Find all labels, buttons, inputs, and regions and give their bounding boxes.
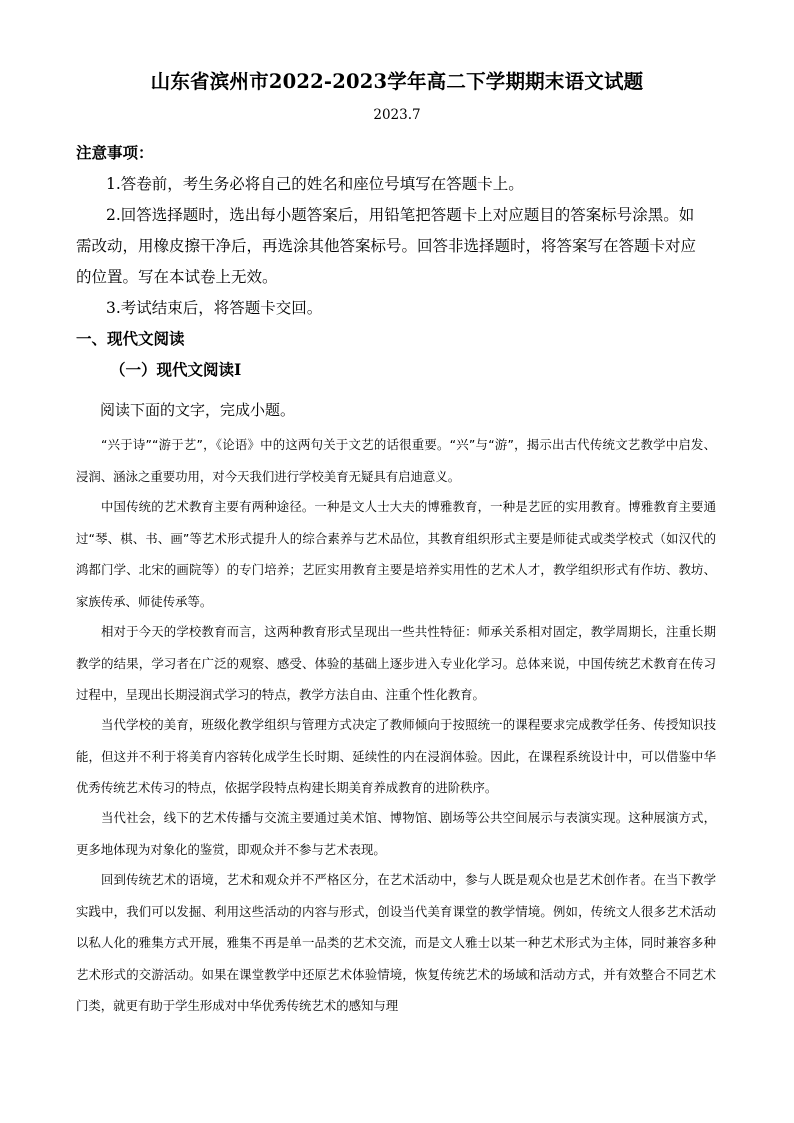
passage-paragraph-3: 相对于今天的学校教育而言，这两种教育形式呈现出一些共性特征：师承关系相对固定，教学周期长，注重长期教学的结果，学习者在广泛的观察、感受、体验的基础上逐步进入专业化学习。总体来说，中国传统艺术教育在传习过程中，呈现出长期浸润式学习的特点，教学方法自由、注重个性化教育。: [76, 624, 716, 702]
reading-instruction: 阅读下面的文字，完成小题。: [100, 401, 296, 419]
note-line-2: 2.回答选择题时，选出每小题答案后，用铅笔把答题卡上对应题目的答案标号涂黑。如: [106, 206, 695, 224]
notes-heading: 注意事项：: [76, 143, 154, 162]
note-line-3: 需改动，用橡皮擦干净后，再选涂其他答案标号。回答非选择题时，将答案写在答题卡对应: [76, 237, 697, 255]
note-line-1: 1.答卷前，考生务必将自己的姓名和座位号填写在答题卡上。: [106, 175, 524, 193]
passage-paragraph-4: 当代学校的美育，班级化教学组织与管理方式决定了教师倾向于按照统一的课程要求完成教学任务、传授知识技能，但这并不利于将美育内容转化成学生长时期、延续性的内在浸润体验。因此，在课程系统设计中，可以借鉴中华优秀传统艺术传习的特点，依据学段特点构建长期美育养成教育的进阶秩序。: [76, 717, 716, 795]
passage-paragraph-6: 回到传统艺术的语境，艺术和观众并不严格区分，在艺术活动中，参与人既是观众也是艺术创作者。在当下教学实践中，我们可以发掘、利用这些活动的内容与形式，创设当代美育课堂的教学情境。例如，传统文人很多艺术活动以私人化的雅集方式开展，雅集不再是单一品类的艺术交流，而是文人雅士以某一种艺术形式为主体，同时兼容多种艺术形式的交游活动。如果在课堂教学中还原艺术体验情境，恢复传统艺术的场域和活动方式，并有效整合不同艺术门类，就更有助于学生形成对中华优秀传统艺术的感知与理: [76, 872, 716, 1013]
subsection-heading: （一）现代文阅读Ⅰ: [110, 360, 242, 379]
document-title: 山东省滨州市2022-2023学年高二下学期期末语文试题: [150, 70, 644, 93]
passage-paragraph-5: 当代社会，线下的艺术传播与交流主要通过美术馆、博物馆、剧场等公共空间展示与表演实现。这种展演方式，更多地体现为对象化的鉴赏，即观众并不参与艺术表现。: [76, 810, 716, 857]
section-heading: 一、现代文阅读: [76, 329, 185, 348]
note-line-5: 3.考试结束后，将答题卡交回。: [106, 299, 323, 317]
passage-paragraph-2: 中国传统的艺术教育主要有两种途径。一种是文人士大夫的博雅教育，一种是艺匠的实用教育。博雅教育主要通过“琴、棋、书、画”等艺术形式提升人的综合素养与艺术品位，其教育组织形式主要是师徒式或类学校式（如汉代的鸿都门学、北宋的画院等）的专门培养；艺匠实用教育主要是培养实用性的艺术人才，教学组织形式有作坊、教坊、家族传承、师徒传承等。: [76, 499, 716, 609]
note-line-4: 的位置。写在本试卷上无效。: [76, 268, 278, 286]
passage-paragraph-1: “兴于诗”“游于艺”，《论语》中的这两句关于文艺的话很重要。“兴”与“游”，揭示出古代传统文艺教学中启发、浸润、涵泳之重要功用，对今天我们进行学校美育无疑具有启迪意义。: [76, 437, 716, 484]
document-date: 2023.7: [373, 107, 421, 123]
